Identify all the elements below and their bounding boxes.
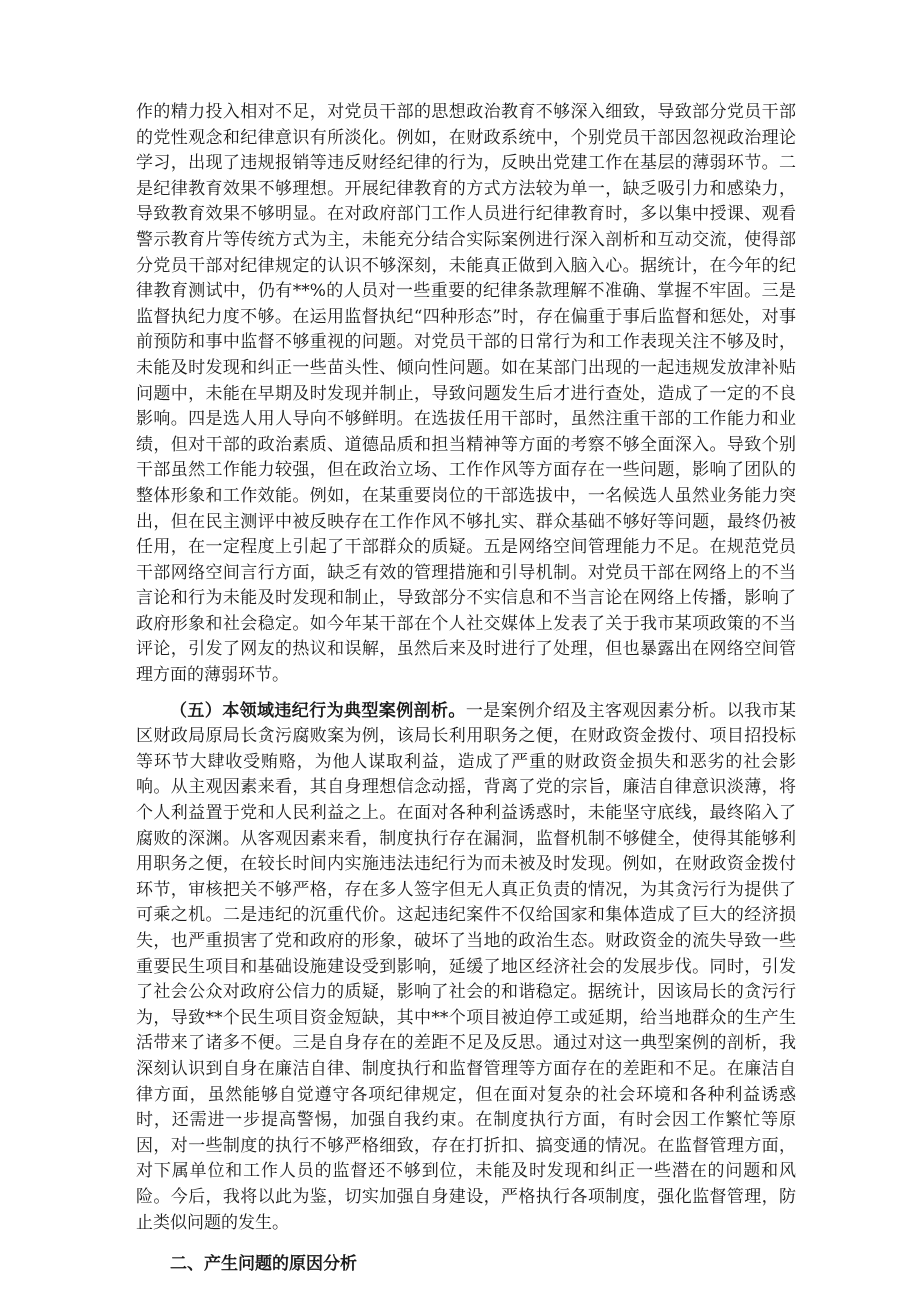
section-heading-cause-analysis: 二、产生问题的原因分析 — [170, 1254, 357, 1275]
body-paragraph-causes-continued: 作的精力投入相对不足，对党员干部的思想政治教育不够深入细致，导致部分党员干部的党性观念和纪律意识有所淡化。例如，在财政系统中，个别党员干部因忽视政治理论学习，出现了违规报销等违反财经纪律的行为，反映出党建工作在基层的薄弱环节。二是纪律教育效果不够理想。开展纪律教育的方式方法较为单一，缺乏吸引力和感染力，导致教育效果不够明显。在对政府部门工作人员进行纪律教育时，多以集中授课、观看警示教育片等传统方式为主，未能充分结合实际案例进行深入剖析和互动交流，使得部分党员干部对纪律规定的认识不够深刻，未能真正做到入脑入心。据统计，在今年的纪律教育测试中，仍有**%的人员对一些重要的纪律条款理解不准确、掌握不牢固。三是监督执纪力度不够。在运用监督执纪“四种形态”时，存在偏重于事后监督和惩处，对事前预防和事中监督不够重视的问题。对党员干部的日常行为和工作表现关注不够及时，未能及时发现和纠正一些苗头性、倾向性问题。如在某部门出现的一起违规发放津补贴问题中，未能在早期及时发现并制止，导致问题发生后才进行查处，造成了一定的不良影响。四是选人用人导向不够鲜明。在选拔任用干部时，虽然注重干部的工作能力和业绩，但对干部的政治素质、道德品质和担当精神等方面的考察不够全面深入。导致个别干部虽然工作能力较强，但在政治立场、工作作风等方面存在一些问题，影响了团队的整体形象和工作效能。例如，在某重要岗位的干部选拔中，一名候选人虽然业务能力突出，但在民主测评中被反映存在工作作风不够扎实、群众基础不够好等问题，最终仍被任用，在一定程度上引起了干部群众的质疑。五是网络空间管理能力不足。在规范党员干部网络空间言行方面，缺乏有效的管理措施和引导机制。对党员干部在网络上的不当言论和行为未能及时发现和制止，导致部分不实信息和不当言论在网络上传播，影响了政府形象和社会稳定。如今年某干部在个人社交媒体上发表了关于我市某项政策的不当评论，引发了网友的热议和误解，虽然后来及时进行了处理，但也暴露出在网络空间管理方面的薄弱环节。 — [136, 102, 796, 686]
typical-case-body-text: 一是案例介绍及主客观因素分析。以我市某区财政局原局长贪污腐败案为例，该局长利用职务之便，在财政资金拨付、项目招投标等环节大肆收受贿赂，为他人谋取利益，造成了严重的财政资金损失和恶劣的社会影响。从主观因素来看，其自身理想信念动摇，背离了党的宗旨，廉洁自律意识淡薄，将个人利益置于党和人民利益之上。在面对各种利益诱惑时，未能坚守底线，最终陷入了腐败的深渊。从客观因素来看，制度执行存在漏洞，监督机制不够健全，使得其能够利用职务之便，在较长时间内实施违法违纪行为而未被及时发现。例如，在财政资金拨付环节，审核把关不够严格，存在多人签字但无人真正负责的情况，为其贪污行为提供了可乘之机。二是违纪的沉重代价。这起违纪案件不仅给国家和集体造成了巨大的经济损失，也严重损害了党和政府的形象，破坏了当地的政治生态。财政资金的流失导致一些重要民生项目和基础设施建设受到影响，延缓了地区经济社会的发展步伐。同时，引发了社会公众对政府公信力的质疑，影响了社会的和谐稳定。据统计，因该局长的贪污行为，导致**个民生项目资金短缺，其中**个项目被迫停工或延期，给当地群众的生产生活带来了诸多不便。三是自身存在的差距不足及反思。通过对这一典型案例的剖析，我深刻认识到自身在廉洁自律、制度执行和监督管理等方面存在的差距和不足。在廉洁自律方面，虽然能够自觉遵守各项纪律规定，但在面对复杂的社会环境和各种利益诱惑时，还需进一步提高警惕，加强自我约束。在制度执行方面，有时会因工作繁忙等原因，对一些制度的执行不够严格细致，存在打折扣、搞变通的情况。在监督管理方面，对下属单位和工作人员的监督还不够到位，未能及时发现和纠正一些潜在的问题和风险。今后，我将以此为鉴，切实加强自身建设，严格执行各项制度，强化监督管理，防止类似问题的发生。 — [136, 700, 797, 1233]
document-page — [136, 100, 796, 1278]
subsection-heading-typical-case: （五）本领域违纪行为典型案例剖析。 — [170, 700, 466, 721]
body-paragraph-typical-case — [136, 699, 796, 1236]
